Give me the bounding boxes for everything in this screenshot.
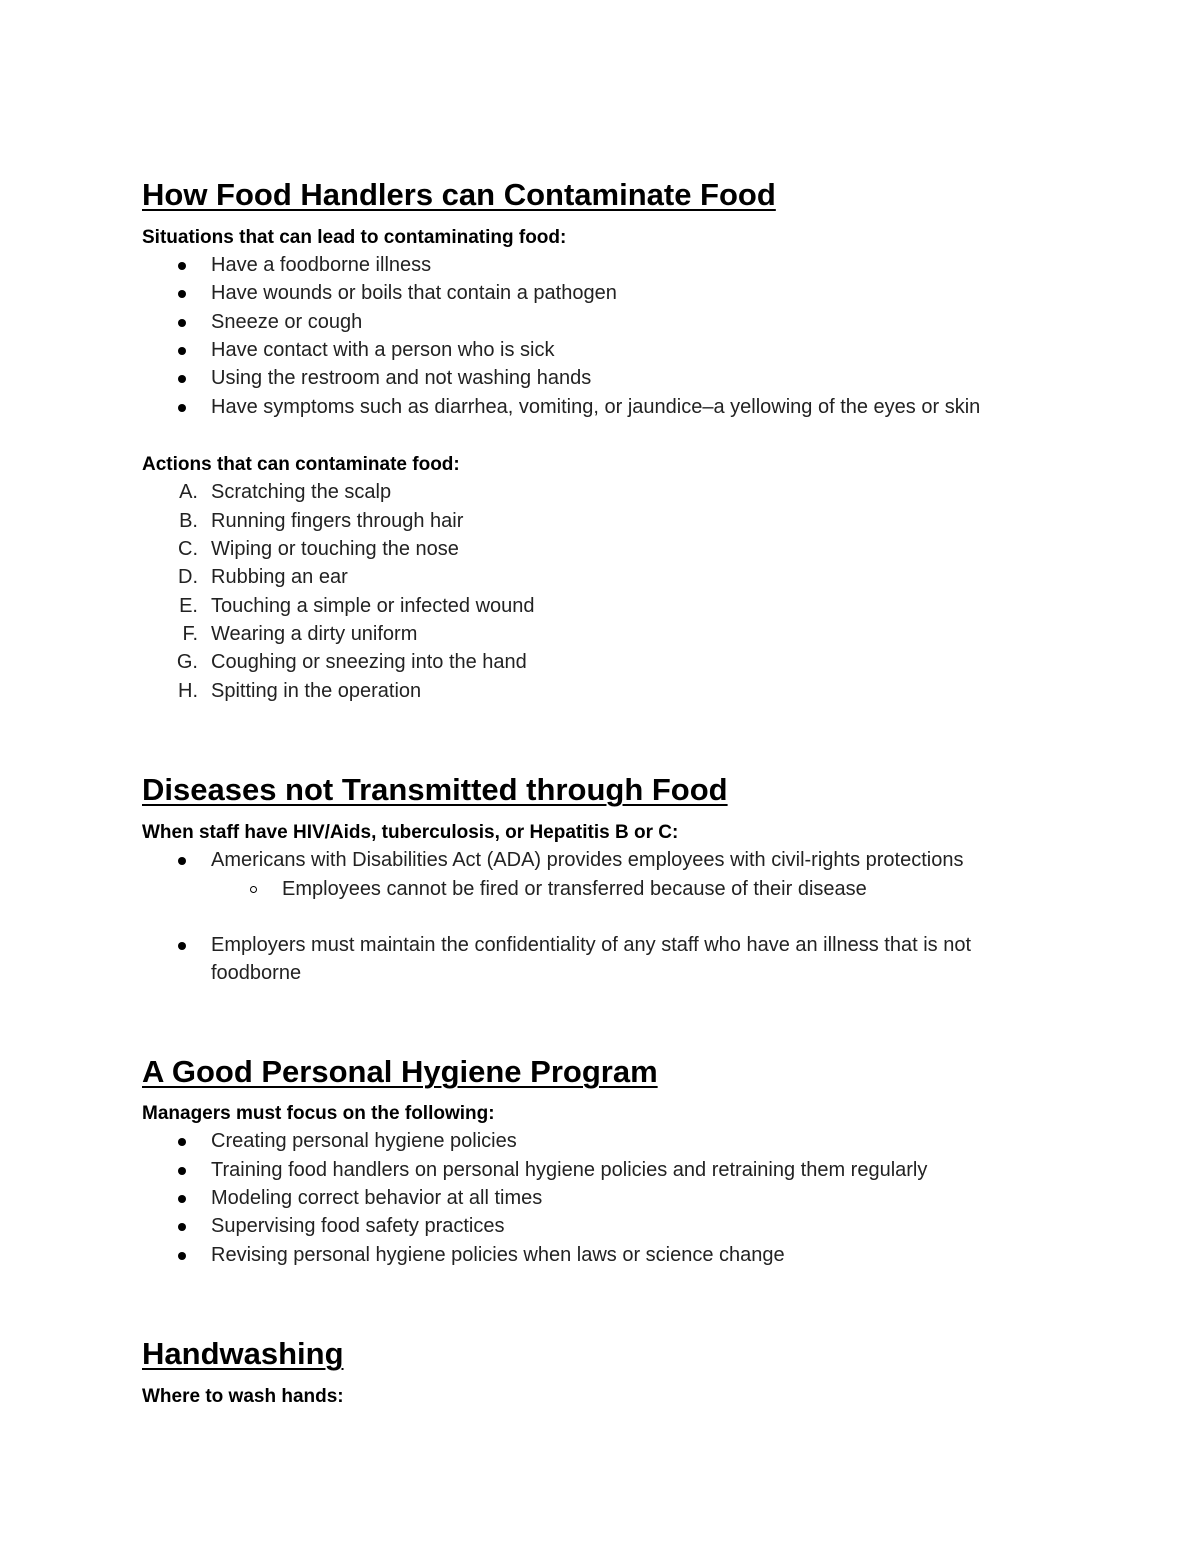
list-marker: A. xyxy=(179,481,198,503)
list-item: Sneeze or cough xyxy=(211,311,363,333)
section-heading-diseases: Diseases not Transmitted through Food xyxy=(142,772,728,807)
list-item: Using the restroom and not washing hands xyxy=(211,367,592,389)
list-item: Americans with Disabilities Act (ADA) provides employees with civil-rights protections xyxy=(211,849,964,871)
list-item: Creating personal hygiene policies xyxy=(211,1130,517,1152)
list-item: Touching a simple or infected wound xyxy=(211,595,535,617)
list-item: Training food handlers on personal hygiene policies and retraining them regularly xyxy=(211,1159,928,1181)
subheading-situations: Situations that can lead to contaminating food: xyxy=(142,227,567,248)
bullet-icon xyxy=(178,347,186,355)
list-item: Employees cannot be fired or transferred because of their disease xyxy=(282,878,867,900)
bullet-icon xyxy=(178,1195,186,1203)
bullet-icon xyxy=(178,290,186,298)
list-item: Have contact with a person who is sick xyxy=(211,339,555,361)
bullet-icon xyxy=(178,319,186,327)
list-item-continuation: foodborne xyxy=(211,962,302,984)
subheading-actions: Actions that can contaminate food: xyxy=(142,454,460,475)
subheading-where-to-wash: Where to wash hands: xyxy=(142,1386,344,1407)
list-item: Have symptoms such as diarrhea, vomiting, or jaundice–a yellowing of the eyes or skin xyxy=(211,396,981,418)
section-heading-handwashing: Handwashing xyxy=(142,1336,344,1371)
subheading-managers: Managers must focus on the following: xyxy=(142,1103,495,1124)
list-item: Employers must maintain the confidentiality of any staff who have an illness that is not xyxy=(211,934,972,956)
hollow-bullet-icon xyxy=(250,886,257,893)
section-heading-hygiene-program: A Good Personal Hygiene Program xyxy=(142,1054,658,1089)
list-marker: F. xyxy=(182,623,198,645)
list-item: Have a foodborne illness xyxy=(211,254,432,276)
bullet-icon xyxy=(178,1138,186,1146)
list-item: Coughing or sneezing into the hand xyxy=(211,651,527,673)
bullet-icon xyxy=(178,1223,186,1231)
bullet-icon xyxy=(178,1167,186,1175)
list-item: Wiping or touching the nose xyxy=(211,538,459,560)
bullet-icon xyxy=(178,404,186,412)
list-marker: E. xyxy=(179,595,198,617)
list-marker: C. xyxy=(178,538,198,560)
list-item: Modeling correct behavior at all times xyxy=(211,1187,543,1209)
list-item: Rubbing an ear xyxy=(211,566,348,588)
list-item: Scratching the scalp xyxy=(211,481,392,503)
list-item: Have wounds or boils that contain a pathogen xyxy=(211,282,617,304)
bullet-icon xyxy=(178,262,186,270)
list-item: Revising personal hygiene policies when laws or science change xyxy=(211,1244,785,1266)
list-item: Supervising food safety practices xyxy=(211,1215,505,1237)
subheading-hiv: When staff have HIV/Aids, tuberculosis, or Hepatitis B or C: xyxy=(142,822,679,843)
bullet-icon xyxy=(178,942,186,950)
list-item: Running fingers through hair xyxy=(211,510,464,532)
bullet-icon xyxy=(178,375,186,383)
list-marker: H. xyxy=(178,680,198,702)
list-marker: D. xyxy=(178,566,198,588)
list-item: Spitting in the operation xyxy=(211,680,422,702)
list-marker: G. xyxy=(176,651,198,673)
bullet-icon xyxy=(178,857,186,865)
list-item: Wearing a dirty uniform xyxy=(211,623,418,645)
bullet-icon xyxy=(178,1252,186,1260)
section-heading-contaminate-food: How Food Handlers can Contaminate Food xyxy=(142,177,776,212)
list-marker: B. xyxy=(179,510,198,532)
